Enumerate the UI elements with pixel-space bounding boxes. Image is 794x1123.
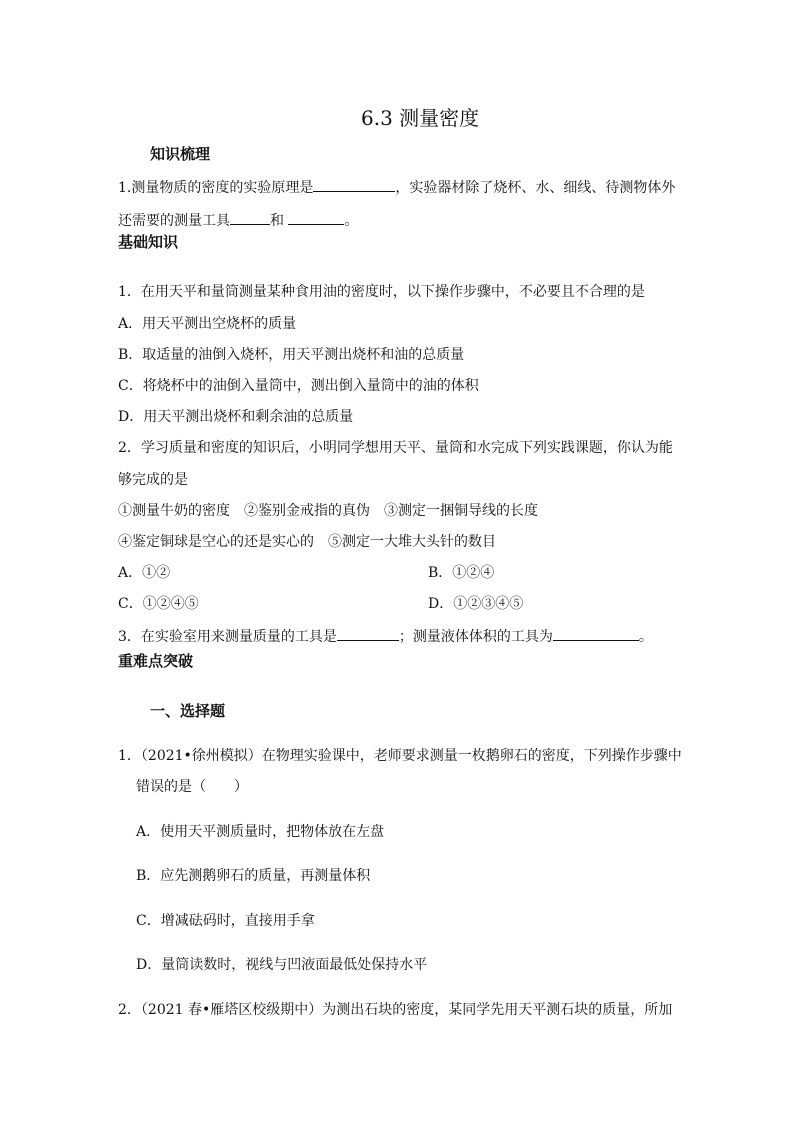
s1-q1-text-e: 。 xyxy=(344,213,359,229)
s3-q1-stem-line1: 1．（2021•徐州模拟）在物理实验课中，老师要求测量一枚鹅卵石的密度，下列操作步骤中 xyxy=(118,748,682,764)
s3-q1-option-a: A．使用天平测质量时，把物体放在左盘 xyxy=(136,824,385,840)
s2-q1-stem: 1．在用天平和量筒测量某种食用油的密度时，以下操作步骤中，不必要且不合理的是 xyxy=(118,284,645,300)
s2-q1-option-a: A．用天平测出空烧杯的质量 xyxy=(118,316,297,332)
s2-q3-text-b: ；测量液体体积的工具为 xyxy=(398,629,553,645)
answer-blank[interactable] xyxy=(553,626,639,641)
section-heading-basic-knowledge: 基础知识 xyxy=(118,233,179,251)
s3-q1-option-b: B．应先测鹅卵石的质量，再测量体积 xyxy=(136,868,371,884)
s2-q3-line xyxy=(118,626,653,646)
s1-q1-line2 xyxy=(118,210,358,230)
subheading-multiple-choice: 一、选择题 xyxy=(150,702,226,720)
s3-q1-option-c: C．增减砝码时，直接用手拿 xyxy=(136,913,315,929)
s1-q1-text-c: 还需要的测量工具 xyxy=(118,213,230,229)
s2-q2-items-line2: ④鉴定铜球是空心的还是实心的 ⑤测定一大堆大头针的数目 xyxy=(118,534,496,550)
s2-q2-option-b: B．①②④ xyxy=(428,565,495,581)
s2-q2-option-d: D．①②③④⑤ xyxy=(428,596,524,612)
page-title: 6.3 测量密度 xyxy=(361,106,480,130)
s2-q1-option-b: B．取适量的油倒入烧杯，用天平测出烧杯和油的总质量 xyxy=(118,347,465,363)
s2-q3-text-c: 。 xyxy=(638,629,653,645)
s2-q1-option-d: D．用天平测出烧杯和剩余油的总质量 xyxy=(118,409,354,425)
s1-q1-text-d: 和 xyxy=(270,213,284,229)
section-heading-knowledge-review: 知识梳理 xyxy=(150,145,211,163)
s2-q2-items-line1: ①测量牛奶的密度 ②鉴别金戒指的真伪 ③测定一捆铜导线的长度 xyxy=(118,503,538,519)
s2-q2-option-a: A．①② xyxy=(118,565,171,581)
s3-q2-stem-line1: 2．（2021 春•雁塔区校级期中）为测出石块的密度，某同学先用天平测石块的质量，所加 xyxy=(118,1002,673,1018)
s3-q1-stem-line2: 错误的是（ ） xyxy=(136,779,248,795)
s2-q3-text-a: 3．在实验室用来测量质量的工具是 xyxy=(118,629,337,645)
s2-q1-option-c: C．将烧杯中的油倒入量筒中，测出倒入量筒中的油的体积 xyxy=(118,378,479,394)
s1-q1-text-b: ，实验器材除了烧杯、水、细线、待测物体外 xyxy=(395,180,676,196)
s1-q1-line1 xyxy=(118,177,675,197)
s2-q2-stem-line1: 2．学习质量和密度的知识后，小明同学想用天平、量筒和水完成下列实践课题，你认为能 xyxy=(118,440,673,456)
s3-q1-option-d: D．量筒读数时，视线与凹液面最低处保持水平 xyxy=(136,957,428,973)
section-heading-key-difficulties: 重难点突破 xyxy=(118,652,194,670)
answer-blank[interactable] xyxy=(313,177,395,192)
answer-blank[interactable] xyxy=(230,210,270,225)
answer-blank[interactable] xyxy=(288,210,344,225)
s2-q2-option-c: C．①②④⑤ xyxy=(118,596,199,612)
answer-blank[interactable] xyxy=(337,626,399,641)
s2-q2-stem-line2: 够完成的是 xyxy=(118,472,188,488)
s1-q1-text-a: 1.测量物质的密度的实验原理是 xyxy=(118,180,314,196)
